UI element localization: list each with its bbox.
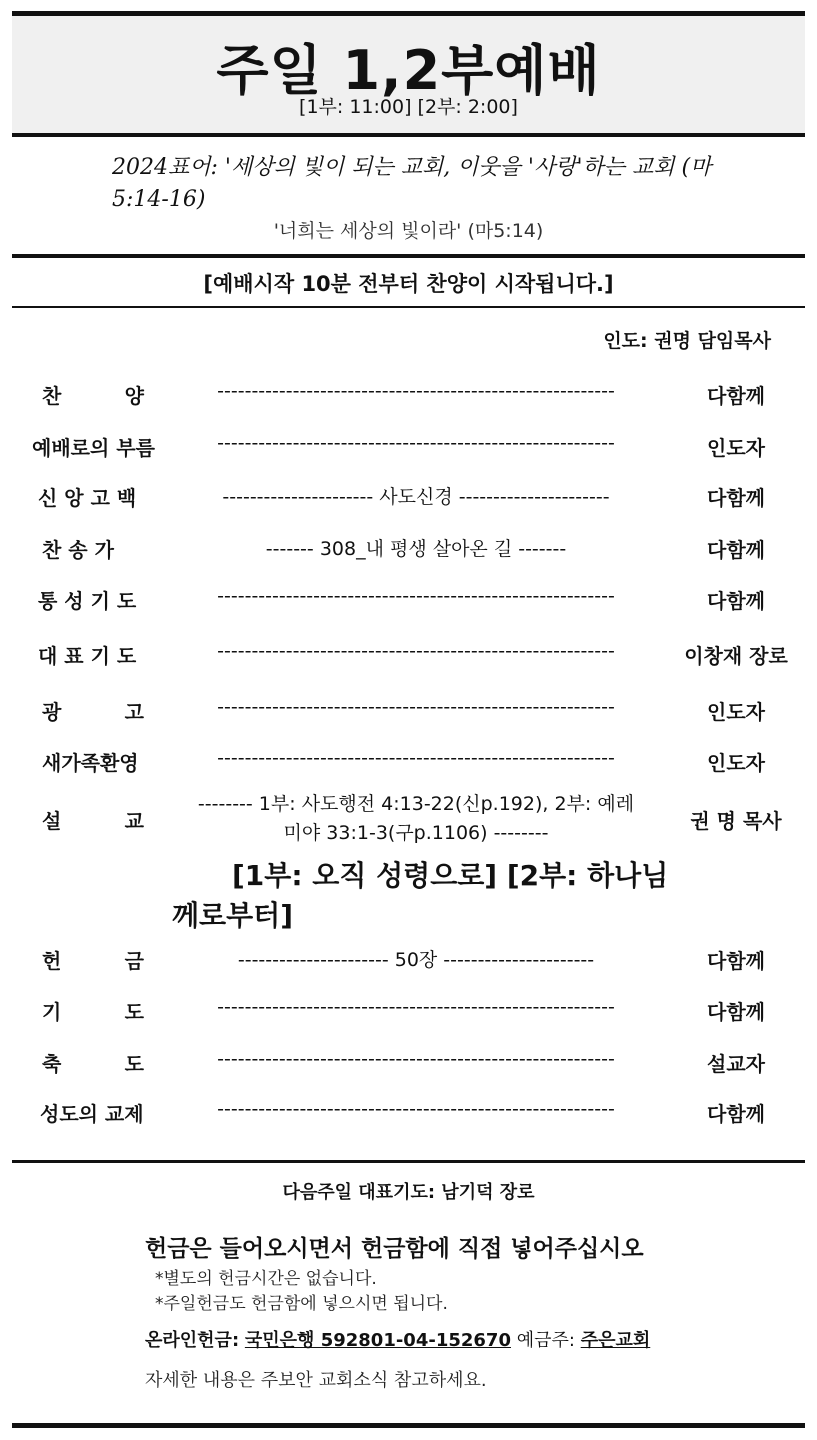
order-middle: ------- 308_내 평생 살아온 길 ------- — [265, 538, 567, 560]
order-right: 다함께 — [707, 1000, 765, 1024]
order-row-call — [0, 432, 817, 472]
order-right: 인도자 — [707, 436, 765, 460]
order-right: 다함께 — [707, 538, 765, 562]
order-middle: ---------------------------------------------------------- — [217, 1098, 615, 1120]
praise-notice: [예배시작 10분 전부터 찬양이 시작됩니다.] — [203, 272, 614, 296]
order-label: 기 도 — [42, 1000, 144, 1024]
sermon-title: [1부: 오직 성령으로] [2부: 하나님께로부터] — [172, 859, 669, 932]
offering-note-2: *주일헌금도 헌금함에 넣으시면 됩니다. — [155, 1294, 448, 1314]
order-label: 대 표 기 도 — [38, 644, 137, 668]
order-middle: ---------------------------------------------------------- — [217, 432, 615, 454]
footer-rule — [12, 1160, 805, 1163]
order-label: 성도의 교제 — [40, 1102, 144, 1126]
order-right: 설교자 — [707, 1052, 765, 1076]
notice-rule — [12, 306, 805, 308]
order-row-prayer — [0, 585, 817, 625]
account-holder: 주은교회 — [580, 1330, 651, 1351]
order-middle: ---------------------------------------------------------- — [217, 996, 615, 1018]
year-motto: 2024표어: '세상의 빛이 되는 교회, 이웃을 '사랑'하는 교회 (마5:14-16) — [112, 155, 712, 212]
online-offering-label: 온라인헌금: — [145, 1330, 240, 1351]
order-row-praise — [0, 380, 817, 420]
motto-rule — [12, 254, 805, 258]
order-middle: ---------------------------------------------------------- — [217, 747, 615, 769]
order-row-fellowship — [0, 1098, 817, 1138]
account-holder-label: 예금주: — [516, 1330, 575, 1351]
order-right: 이창재 장로 — [684, 644, 788, 668]
order-right: 다함께 — [707, 384, 765, 408]
order-label: 예배로의 부름 — [32, 436, 155, 460]
bank-account: 국민은행 592801-04-152670 — [244, 1330, 511, 1351]
order-label: 축 도 — [42, 1052, 144, 1076]
online-offering — [145, 1326, 650, 1352]
order-right: 다함께 — [707, 589, 765, 613]
order-right: 인도자 — [707, 700, 765, 724]
order-row-hymn — [0, 534, 817, 574]
order-label: 헌 금 — [42, 949, 144, 973]
order-middle: ---------------------- 50장 ---------------------- — [237, 949, 595, 971]
motto-verse: '너희는 세상의 빛이라' (마5:14) — [273, 220, 544, 242]
header-rule — [12, 133, 805, 137]
next-week-prayer: 다음주일 대표기도: 남기덕 장로 — [282, 1182, 535, 1203]
order-label: 찬 송 가 — [42, 538, 114, 562]
order-right: 다함께 — [707, 1102, 765, 1126]
order-row-closing-prayer — [0, 996, 817, 1036]
order-label: 통 성 기 도 — [38, 589, 137, 613]
order-row-rep-prayer — [0, 640, 817, 680]
order-label: 광 고 — [42, 700, 144, 724]
offering-instruction: 헌금은 들어오시면서 헌금함에 직접 넣어주십시오 — [145, 1236, 644, 1262]
order-row-welcome — [0, 747, 817, 787]
order-middle: ---------------------------------------------------------- — [217, 380, 615, 402]
order-right: 다함께 — [707, 949, 765, 973]
page-title: 주일 1,2부예배 — [216, 39, 601, 102]
worship-leader: 인도: 권명 담임목사 — [603, 330, 771, 352]
bottom-rule — [12, 1423, 805, 1428]
order-label: 신 앙 고 백 — [38, 486, 137, 510]
preacher: 권 명 목사 — [690, 809, 782, 833]
order-middle: ---------------------- 사도신경 ---------------------- — [222, 486, 610, 508]
offering-note-1: *별도의 헌금시간은 없습니다. — [155, 1269, 377, 1289]
order-right: 인도자 — [707, 751, 765, 775]
order-row-announce — [0, 696, 817, 736]
service-times: [1부: 11:00] [2부: 2:00] — [299, 96, 518, 118]
order-row-creed — [0, 482, 817, 522]
detail-note: 자세한 내용은 주보안 교회소식 참고하세요. — [145, 1370, 487, 1391]
order-middle: ---------------------------------------------------------- — [217, 1048, 615, 1070]
order-label: 새가족환영 — [42, 751, 139, 775]
sermon-scripture: -------- 1부: 사도행전 4:13-22(신p.192), 2부: 예레미야 33:1-3(구p.1106) -------- — [197, 793, 635, 844]
order-row-benediction — [0, 1048, 817, 1088]
order-middle: ---------------------------------------------------------- — [217, 696, 615, 718]
order-label: 찬 양 — [42, 384, 144, 408]
order-row-offering — [0, 945, 817, 985]
order-middle: ---------------------------------------------------------- — [217, 585, 615, 607]
order-label: 설 교 — [42, 809, 144, 833]
order-middle: ---------------------------------------------------------- — [217, 640, 615, 662]
order-right: 다함께 — [707, 486, 765, 510]
